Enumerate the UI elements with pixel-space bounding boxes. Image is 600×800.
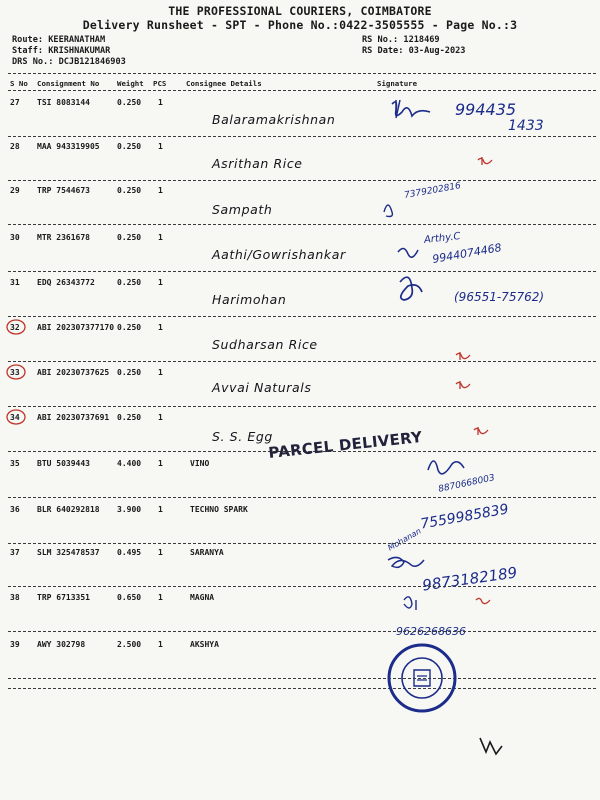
row-sno: 27 (10, 98, 20, 107)
row-consignee: VINO (190, 459, 210, 468)
bottom-scribble (480, 738, 502, 754)
red-mark-38 (476, 598, 490, 603)
row-weight: 0.495 (117, 548, 142, 557)
company-seal (386, 642, 458, 714)
row-consignment-no: ABI 20230737691 (37, 413, 110, 422)
row-consignee: SARANYA (190, 548, 224, 557)
row-weight: 2.500 (117, 640, 142, 649)
row-pcs: 1 (158, 459, 163, 468)
row-pcs: 1 (158, 142, 163, 151)
row-consignment-no: TSI 8083144 (37, 98, 90, 107)
red-mark-34 (474, 428, 488, 433)
rs-no-line: RS No.: 1218469 (362, 35, 440, 45)
row-pcs: 1 (158, 186, 163, 195)
row-pcs: 1 (158, 505, 163, 514)
row-handwritten-consignee: Sampath (212, 202, 273, 217)
row-weight: 0.250 (117, 186, 142, 195)
row-pcs: 1 (158, 323, 163, 332)
row-signature-extra: 1433 (508, 118, 544, 134)
row-consignee: AKSHYA (190, 640, 219, 649)
route-line: Route: KEERANATHAM (12, 35, 106, 45)
row-signature-text: 9626268636 (396, 625, 466, 638)
row-handwritten-consignee: S. S. Egg (212, 429, 273, 444)
row-sno: 32 (10, 323, 20, 332)
row-handwritten-consignee: Balaramakrishnan (212, 112, 336, 127)
col-header-consignment: Consignment No (37, 79, 100, 88)
row-sno: 34 (10, 413, 20, 422)
parcel-delivery-stamp: PARCEL DELIVERY (267, 427, 424, 463)
row-consignment-no: MAA 943319905 (37, 142, 100, 151)
red-mark-32 (456, 353, 470, 358)
row-weight: 0.250 (117, 98, 142, 107)
row-sno: 35 (10, 459, 20, 468)
row-sno: 30 (10, 233, 20, 242)
row-signature-text: 8870668003 (437, 473, 496, 495)
rs-date-line: RS Date: 03-Aug-2023 (362, 46, 466, 56)
row-sno: 36 (10, 505, 20, 514)
row-weight: 0.250 (117, 413, 142, 422)
row-signature-text: 9873182189 (421, 563, 519, 595)
row-consignment-no: BTU 5039443 (37, 459, 90, 468)
row-sno: 37 (10, 548, 20, 557)
row-weight: 0.250 (117, 278, 142, 287)
red-mark-33 (456, 382, 470, 387)
row-sno: 28 (10, 142, 20, 151)
row-pcs: 1 (158, 233, 163, 242)
signature-scribble-30 (398, 248, 418, 257)
row-pcs: 1 (158, 593, 163, 602)
signature-scribble-35 (428, 461, 464, 474)
row-pcs: 1 (158, 413, 163, 422)
row-consignment-no: AWY 302798 (37, 640, 86, 649)
row-handwritten-consignee: Aathi/Gowrishankar (212, 247, 346, 262)
row-weight: 3.900 (117, 505, 142, 514)
staff-line: Staff: KRISHNAKUMAR (12, 46, 111, 56)
row-pcs: 1 (158, 368, 163, 377)
row-signature-text: 7559985839 (419, 501, 510, 533)
row-weight: 4.400 (117, 459, 142, 468)
row-consignment-no: SLM 325478537 (37, 548, 100, 557)
row-signature-text: 7379202816 (403, 181, 462, 201)
row-consignment-no: ABI 20230737625 (37, 368, 110, 377)
row-sno: 38 (10, 593, 20, 602)
row-weight: 0.250 (117, 323, 142, 332)
signature-scribble-37 (388, 557, 424, 567)
row-weight: 0.250 (117, 233, 142, 242)
row-sno: 29 (10, 186, 20, 195)
row-sno: 31 (10, 278, 20, 287)
row-signature-extra: 9944074468 (431, 241, 503, 266)
row-consignment-no: ABI 202307377170 (37, 323, 115, 332)
drs-line: DRS No.: DCJB121846903 (12, 57, 126, 67)
row-handwritten-consignee: Asrithan Rice (212, 156, 303, 171)
row-signature-extra: Mohanan (386, 526, 423, 553)
row-consignee: MAGNA (190, 593, 215, 602)
col-header-sno: S No (10, 79, 28, 88)
red-mark-28 (478, 158, 492, 163)
row-consignment-no: EDQ 26343772 (37, 278, 95, 287)
row-signature-text: 994435 (455, 100, 517, 119)
row-pcs: 1 (158, 98, 163, 107)
company-title: THE PROFESSIONAL COURIERS, COIMBATORE (168, 4, 432, 18)
row-handwritten-consignee: Harimohan (212, 292, 287, 307)
row-weight: 0.650 (117, 593, 142, 602)
signature-scribble-31 (400, 277, 422, 300)
row-consignment-no: TRP 7544673 (37, 186, 90, 195)
row-consignment-no: MTR 2361678 (37, 233, 90, 242)
row-pcs: 1 (158, 640, 163, 649)
row-handwritten-consignee: Sudharsan Rice (212, 337, 318, 352)
row-weight: 0.250 (117, 368, 142, 377)
row-consignee: TECHNO SPARK (190, 505, 248, 514)
row-sno: 39 (10, 640, 20, 649)
row-consignment-no: TRP 6713351 (37, 593, 90, 602)
row-sno: 33 (10, 368, 20, 377)
signature-scribble-29 (384, 205, 392, 217)
col-header-pcs: PCS (153, 79, 167, 88)
signature-scribble-38 (404, 597, 416, 610)
row-signature-text: Arthy.C (423, 231, 461, 246)
col-header-weight: Weight (117, 79, 144, 88)
row-signature-text: (96551-75762) (454, 290, 545, 304)
row-handwritten-consignee: Avvai Naturals (212, 380, 312, 395)
row-weight: 0.250 (117, 142, 142, 151)
col-header-signature: Signature (377, 79, 418, 88)
row-pcs: 1 (158, 278, 163, 287)
row-pcs: 1 (158, 548, 163, 557)
runsheet-subtitle: Delivery Runsheet - SPT - Phone No.:0422-3505555 - Page No.:3 (82, 18, 518, 32)
row-consignment-no: BLR 640292818 (37, 505, 100, 514)
col-header-consignee: Consignee Details (186, 79, 262, 88)
